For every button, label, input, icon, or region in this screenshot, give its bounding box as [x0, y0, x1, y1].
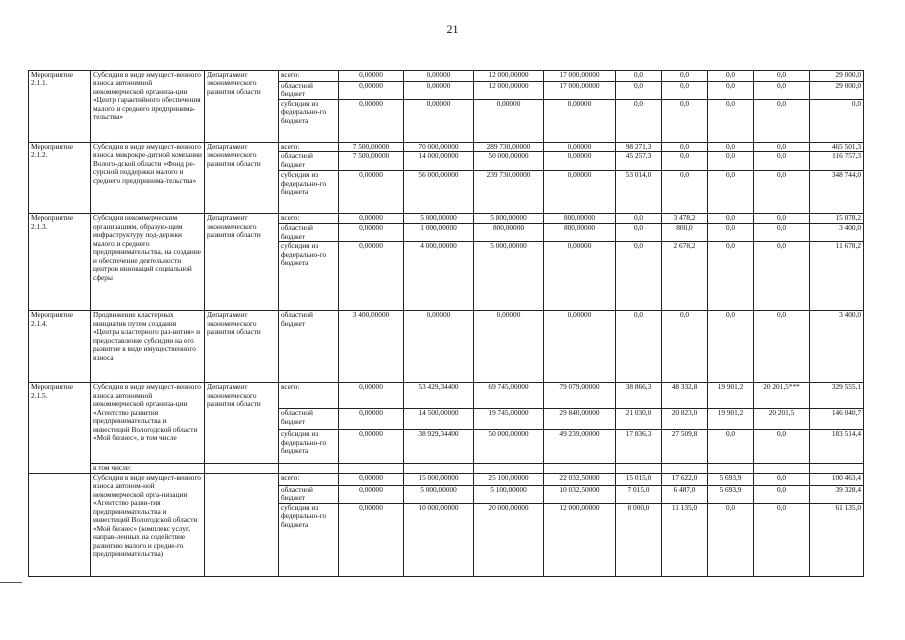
amount-cell: 56 000,00000	[404, 171, 474, 214]
amount-cell: 146 040,7	[810, 409, 864, 430]
amount-cell: 0,00000	[339, 430, 404, 464]
amount-cell: 0,0	[754, 485, 810, 503]
amount-cell: 29 840,00000	[544, 409, 616, 430]
empty-cell	[29, 473, 91, 576]
event-code: Мероприятие 2.1.5.	[29, 383, 91, 473]
amount-cell: 0,00000	[544, 242, 616, 311]
event-code: Мероприятие 2.1.1.	[29, 71, 91, 143]
amount-cell: 0,00000	[339, 473, 404, 485]
amount-cell: 8 000,0	[616, 503, 662, 576]
amount-cell: 38 929,34400	[404, 430, 474, 464]
amount-cell: 0,0	[616, 242, 662, 311]
table-row	[29, 143, 864, 152]
amount-cell: 0,00000	[544, 171, 616, 214]
amount-cell: 183 514,4	[810, 430, 864, 464]
amount-cell: 100 463,4	[810, 473, 864, 485]
amount-cell: 5 693,9	[708, 473, 754, 485]
empty-cell	[339, 464, 404, 473]
funding-source: всего:	[279, 71, 339, 82]
amount-cell: 239 730,00000	[474, 171, 544, 214]
amount-cell: 0,0	[708, 71, 754, 82]
amount-cell: 3 400,0	[810, 224, 864, 242]
event-name: Субсидия некоммерческим организациям, образую-щим инфраструктуру под-держки малого и среднего предпринимательства, на создание и обеспечение деятельности центров инноваций социальной сферы	[91, 214, 205, 311]
funding-source: субсидия из федерально-го бюджета	[279, 100, 339, 143]
amount-cell: 0,0	[754, 71, 810, 82]
amount-cell: 0,0	[754, 100, 810, 143]
amount-cell: 800,00000	[474, 224, 544, 242]
amount-cell: 50 000,00000	[474, 430, 544, 464]
amount-cell: 7 015,0	[616, 485, 662, 503]
amount-cell: 11 135,0	[662, 503, 708, 576]
amount-cell: 0,0	[662, 71, 708, 82]
amount-cell: 0,00000	[339, 171, 404, 214]
amount-cell: 17 622,0	[662, 473, 708, 485]
amount-cell: 0,00000	[339, 100, 404, 143]
amount-cell: 4 000,00000	[404, 242, 474, 311]
amount-cell: 12 000,00000	[474, 71, 544, 82]
subitem-name: Субсидия в виде имущест-венного взноса автоном-ной некоммерческой орга-низации «Агентство разви-тия предпринимательства и инвестиций Вологодской области «Мой бизнес» (комплекс услуг, направ-ленных на содействие развитию малого и средне-го предпринимательства)	[91, 473, 205, 576]
amount-cell: 0,0	[616, 311, 662, 383]
amount-cell: 0,0	[708, 242, 754, 311]
amount-cell: 465 501,3	[810, 143, 864, 152]
amount-cell: 0,00000	[474, 311, 544, 383]
amount-cell: 39 328,4	[810, 485, 864, 503]
amount-cell: 20 201,5	[754, 409, 810, 430]
amount-cell: 0,00000	[339, 71, 404, 82]
amount-cell: 0,0	[708, 503, 754, 576]
amount-cell: 0,0	[616, 224, 662, 242]
amount-cell: 7 500,00000	[339, 143, 404, 152]
empty-cell	[474, 464, 544, 473]
amount-cell: 0,0	[662, 152, 708, 171]
amount-cell: 14 000,00000	[404, 152, 474, 171]
table-row	[29, 71, 864, 82]
amount-cell: 19 901,2	[708, 383, 754, 409]
empty-cell	[205, 473, 279, 576]
amount-cell: 19 745,00000	[474, 409, 544, 430]
amount-cell: 0,00000	[544, 311, 616, 383]
amount-cell: 5 100,00000	[474, 485, 544, 503]
table-row	[29, 473, 864, 485]
amount-cell: 0,0	[708, 82, 754, 100]
amount-cell: 0,0	[754, 82, 810, 100]
amount-cell: 10 032,50000	[544, 485, 616, 503]
amount-cell: 289 730,00000	[474, 143, 544, 152]
amount-cell: 0,00000	[339, 383, 404, 409]
amount-cell: 0,0	[708, 430, 754, 464]
event-name: Продвижение кластерных инициатив путем создания «Центра кластерного раз-вития» и предоставление субсидии на его развитие в виде имущественного взноса	[91, 311, 205, 383]
event-name: Субсидия в виде имущест-венного взноса автономной некоммерческой организа-ции «Центр гарантийного обеспечения малого и среднего предпринима-тельства»	[91, 71, 205, 143]
amount-cell: 19 901,2	[708, 409, 754, 430]
empty-cell	[404, 464, 474, 473]
event-name: Субсидия в виде имущест-венного взноса микрокре-дитной компании Волого-дской области «Фонд ре-сурсной поддержки малого и среднего предпринима-тельства»	[91, 143, 205, 214]
amount-cell: 0,00000	[404, 82, 474, 100]
amount-cell: 5 000,00000	[404, 485, 474, 503]
amount-cell: 20 823,0	[662, 409, 708, 430]
funding-source: всего:	[279, 383, 339, 409]
empty-cell	[810, 464, 864, 473]
amount-cell: 45 257,3	[616, 152, 662, 171]
amount-cell: 25 100,00000	[474, 473, 544, 485]
amount-cell: 3 400,0	[810, 311, 864, 383]
amount-cell: 0,00000	[339, 485, 404, 503]
amount-cell: 5 000,00000	[404, 214, 474, 224]
amount-cell: 0,0	[616, 82, 662, 100]
amount-cell: 22 032,50000	[544, 473, 616, 485]
funding-source: областной бюджет	[279, 409, 339, 430]
amount-cell: 0,0	[810, 100, 864, 143]
amount-cell: 0,0	[708, 311, 754, 383]
amount-cell: 5 000,00000	[474, 242, 544, 311]
amount-cell: 70 000,00000	[404, 143, 474, 152]
amount-cell: 0,0	[708, 143, 754, 152]
table-row	[29, 383, 864, 409]
subitem-label: в том числе:	[91, 464, 205, 473]
page-number: 21	[446, 22, 459, 36]
amount-cell: 0,0	[754, 242, 810, 311]
amount-cell: 0,0	[708, 100, 754, 143]
amount-cell: 15 078,2	[810, 214, 864, 224]
amount-cell: 0,0	[754, 143, 810, 152]
funding-source: всего:	[279, 214, 339, 224]
amount-cell: 14 500,00000	[404, 409, 474, 430]
amount-cell: 49 239,00000	[544, 430, 616, 464]
amount-cell: 116 757,3	[810, 152, 864, 171]
funding-source: областной бюджет	[279, 224, 339, 242]
amount-cell: 1 000,00000	[404, 224, 474, 242]
amount-cell: 17 836,3	[616, 430, 662, 464]
amount-cell: 20 201,5***	[754, 383, 810, 409]
amount-cell: 0,0	[708, 152, 754, 171]
amount-cell: 0,0	[662, 143, 708, 152]
empty-cell	[662, 464, 708, 473]
amount-cell: 800,00000	[544, 224, 616, 242]
amount-cell: 7 500,00000	[339, 152, 404, 171]
empty-cell	[279, 464, 339, 473]
department: Департамент экономического развития области	[205, 214, 279, 311]
amount-cell: 15 015,0	[616, 473, 662, 485]
empty-cell	[616, 464, 662, 473]
amount-cell: 0,00000	[544, 152, 616, 171]
amount-cell: 329 555,1	[810, 383, 864, 409]
amount-cell: 27 509,8	[662, 430, 708, 464]
amount-cell: 0,0	[754, 473, 810, 485]
event-code: Мероприятие 2.1.2.	[29, 143, 91, 214]
amount-cell: 53 014,0	[616, 171, 662, 214]
event-code: Мероприятие 2.1.4.	[29, 311, 91, 383]
event-code: Мероприятие 2.1.3.	[29, 214, 91, 311]
amount-cell: 0,00000	[404, 311, 474, 383]
funding-source: субсидия из федерально-го бюджета	[279, 503, 339, 576]
funding-source: областной бюджет	[279, 152, 339, 171]
amount-cell: 0,0	[708, 214, 754, 224]
amount-cell: 53 429,34400	[404, 383, 474, 409]
amount-cell: 15 000,00000	[404, 473, 474, 485]
empty-cell	[544, 464, 616, 473]
table-row	[29, 311, 864, 383]
funding-source: субсидия из федерально-го бюджета	[279, 430, 339, 464]
margin-mark	[0, 582, 22, 583]
department: Департамент экономического развития области	[205, 311, 279, 383]
amount-cell: 0,0	[616, 214, 662, 224]
funding-source: субсидия из федерально-го бюджета	[279, 242, 339, 311]
amount-cell: 0,00000	[339, 82, 404, 100]
amount-cell: 0,0	[754, 152, 810, 171]
event-name: Субсидия в виде имущест-венного взноса автономной некоммерческой организа-ции «Агентство развития предпринимательства и инвестиций Вологодской области «Мой бизнес», в том числе	[91, 383, 205, 464]
amount-cell: 12 000,00000	[544, 503, 616, 576]
amount-cell: 0,00000	[339, 503, 404, 576]
amount-cell: 3 400,00000	[339, 311, 404, 383]
amount-cell: 0,0	[616, 71, 662, 82]
amount-cell: 17 000,00000	[544, 82, 616, 100]
table-row	[29, 214, 864, 224]
amount-cell: 0,0	[662, 100, 708, 143]
department: Департамент экономического развития области	[205, 383, 279, 464]
amount-cell: 348 744,0	[810, 171, 864, 214]
amount-cell: 0,0	[662, 311, 708, 383]
funding-source: областной бюджет	[279, 485, 339, 503]
amount-cell: 0,0	[754, 430, 810, 464]
department: Департамент экономического развития области	[205, 143, 279, 214]
amount-cell: 29 000,0	[810, 82, 864, 100]
amount-cell: 0,00000	[339, 409, 404, 430]
amount-cell: 0,00000	[404, 100, 474, 143]
amount-cell: 50 000,00000	[474, 152, 544, 171]
amount-cell: 98 271,3	[616, 143, 662, 152]
amount-cell: 0,00000	[474, 100, 544, 143]
amount-cell: 800,0	[662, 224, 708, 242]
amount-cell: 12 000,00000	[474, 82, 544, 100]
amount-cell: 0,0	[754, 311, 810, 383]
funding-source: областной бюджет	[279, 311, 339, 383]
amount-cell: 10 000,00000	[404, 503, 474, 576]
amount-cell: 11 678,2	[810, 242, 864, 311]
amount-cell: 79 079,00000	[544, 383, 616, 409]
budget-table	[28, 70, 864, 577]
amount-cell: 0,0	[616, 100, 662, 143]
amount-cell: 20 000,00000	[474, 503, 544, 576]
amount-cell: 0,0	[754, 503, 810, 576]
empty-cell	[708, 464, 754, 473]
funding-source: субсидия из федерально-го бюджета	[279, 171, 339, 214]
amount-cell: 48 332,8	[662, 383, 708, 409]
amount-cell: 0,00000	[544, 100, 616, 143]
amount-cell: 0,0	[662, 82, 708, 100]
table-row	[29, 464, 864, 473]
amount-cell: 0,0	[708, 224, 754, 242]
amount-cell: 5 693,9	[708, 485, 754, 503]
amount-cell: 2 678,2	[662, 242, 708, 311]
empty-cell	[754, 464, 810, 473]
amount-cell: 0,00000	[339, 224, 404, 242]
amount-cell: 29 000,0	[810, 71, 864, 82]
amount-cell: 0,0	[754, 224, 810, 242]
amount-cell: 0,00000	[339, 214, 404, 224]
funding-source: областной бюджет	[279, 82, 339, 100]
amount-cell: 0,00000	[404, 71, 474, 82]
amount-cell: 0,0	[754, 214, 810, 224]
department: Департамент экономического развития области	[205, 71, 279, 143]
funding-source: всего:	[279, 143, 339, 152]
amount-cell: 21 030,0	[616, 409, 662, 430]
amount-cell: 0,00000	[544, 143, 616, 152]
amount-cell: 6 487,0	[662, 485, 708, 503]
amount-cell: 17 000,00000	[544, 71, 616, 82]
amount-cell: 800,00000	[544, 214, 616, 224]
amount-cell: 0,0	[708, 171, 754, 214]
amount-cell: 5 800,00000	[474, 214, 544, 224]
amount-cell: 0,0	[754, 171, 810, 214]
amount-cell: 0,00000	[339, 242, 404, 311]
amount-cell: 69 745,00000	[474, 383, 544, 409]
amount-cell: 38 866,3	[616, 383, 662, 409]
funding-source: всего:	[279, 473, 339, 485]
empty-cell	[205, 464, 279, 473]
amount-cell: 61 135,0	[810, 503, 864, 576]
amount-cell: 0,0	[662, 171, 708, 214]
amount-cell: 3 478,2	[662, 214, 708, 224]
